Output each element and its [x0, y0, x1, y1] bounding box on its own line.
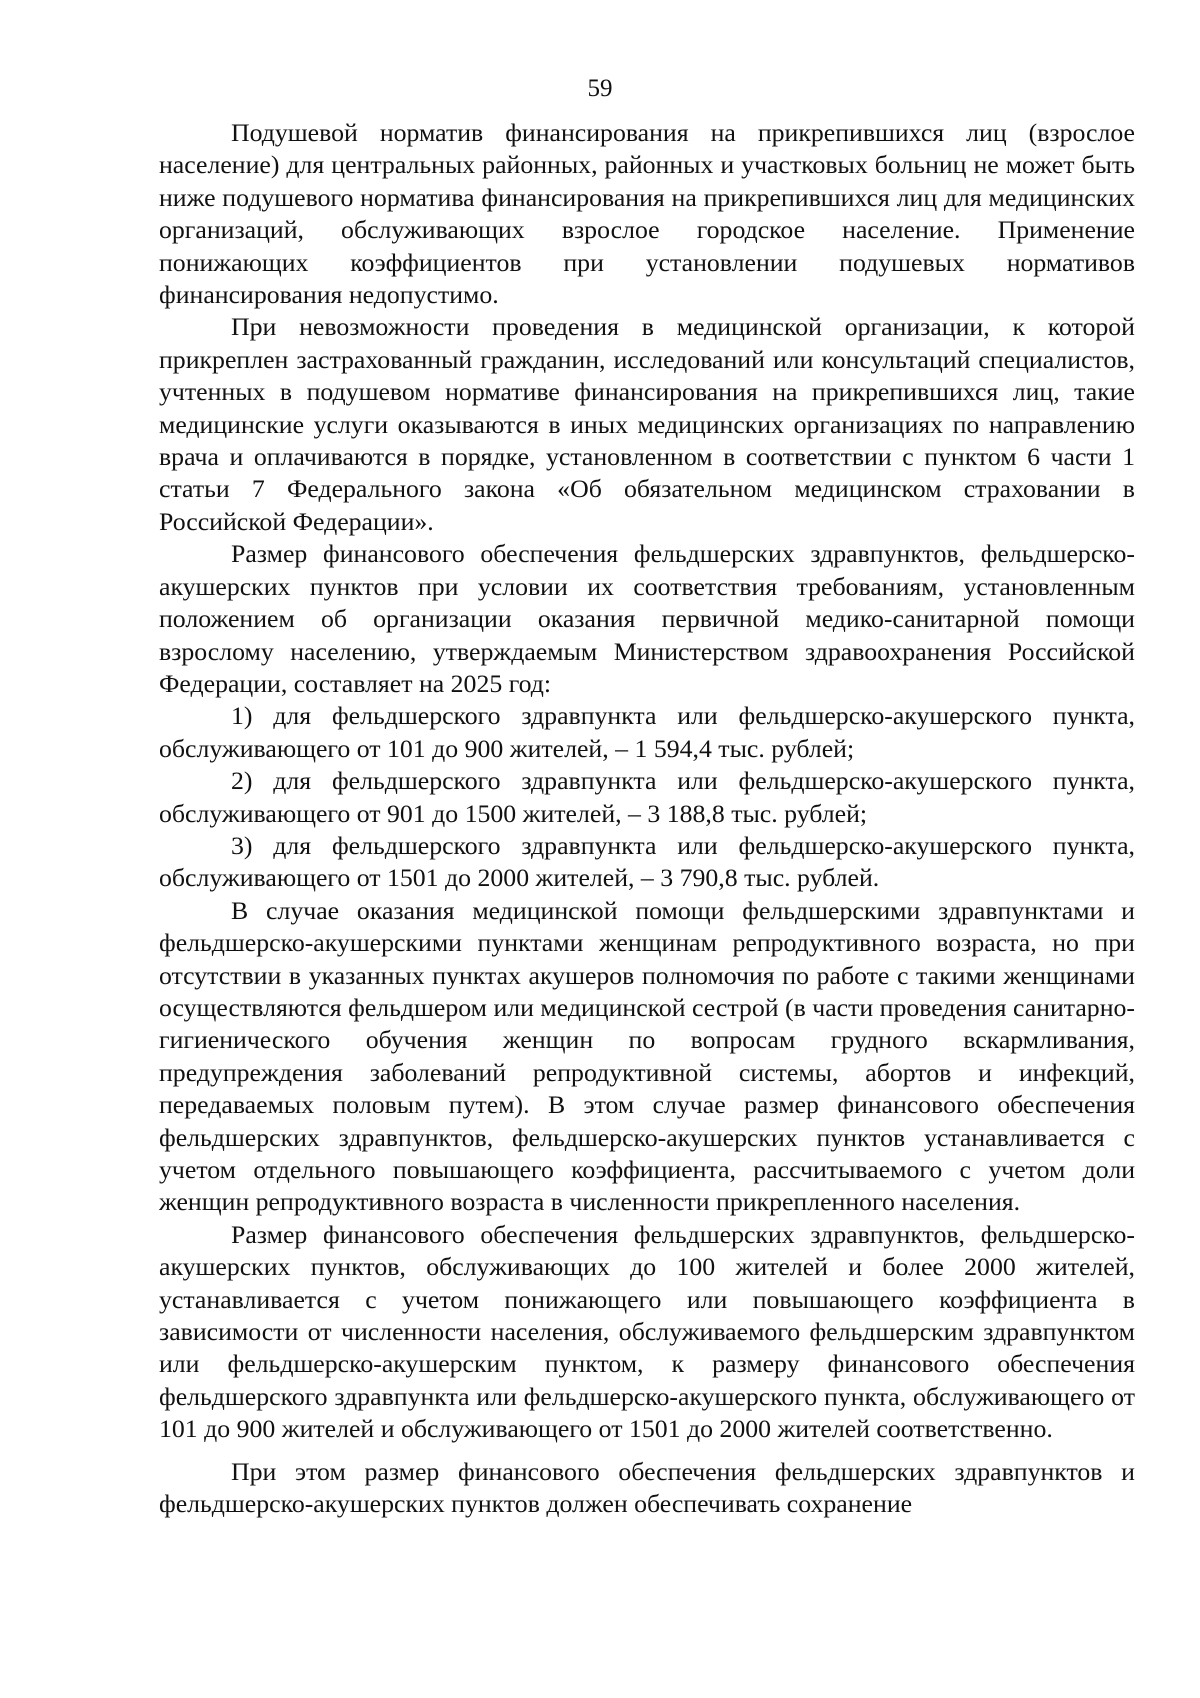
paragraph-per-capita-standard: Подушевой норматив финансирования на прикрепившихся лиц (взрослое население) для центральных районных, районных и участковых больниц не может быть ниже подушевого норматива финансирования на прикрепившихся лиц для медицинских организаций, обслуживающих взрослое городское население. Применение понижающих коэффициентов при установлении подушевых нормативов финансирования недопустимо.: [159, 118, 1135, 310]
list-item-1: 1) для фельдшерского здравпункта или фельдшерско-акушерского пункта, обслуживающего от 101 до 900 жителей, – 1 594,4 тыс. рублей;: [159, 701, 1135, 763]
paragraph-funding-size: Размер финансового обеспечения фельдшерских здравпунктов, фельдшерско-акушерских пунктов при условии их соответствия требованиям, установленным положением об организации оказания первичной медико-санитарной помощи взрослому населению, утверждаемым Министерством здравоохранения Российской Федерации, составляет на 2025 год:: [159, 539, 1135, 698]
list-item-2: 2) для фельдшерского здравпункта или фельдшерско-акушерского пункта, обслуживающего от 901 до 1500 жителей, – 3 188,8 тыс. рублей;: [159, 766, 1135, 828]
paragraph-preservation: При этом размер финансового обеспечения фельдшерских здравпунктов и фельдшерско-акушерских пунктов должен обеспечивать сохранение: [159, 1456, 1135, 1519]
list-item-3: 3) для фельдшерского здравпункта или фельдшерско-акушерского пункта, обслуживающего от 1501 до 2000 жителей, – 3 790,8 тыс. рублей.: [159, 830, 1135, 893]
paragraph-other-organizations: При невозможности проведения в медицинской организации, к которой прикреплен застрахованный гражданин, исследований или консультаций специалистов, учтенных в подушевом нормативе финансирования на прикрепившихся лиц, такие медицинские услуги оказываются в иных медицинских организациях по направлению врача и оплачиваются в порядке, установленном в соответствии с пунктом 6 части 1 статьи 7 Федерального закона «Об обязательном медицинском страховании в Российской Федерации».: [159, 312, 1135, 536]
page-number: 59: [587, 75, 613, 102]
document-body: [159, 117, 1135, 1520]
paragraph-coefficients: Размер финансового обеспечения фельдшерских здравпунктов, фельдшерско-акушерских пунктов, обслуживающих до 100 жителей и более 2000 жителей, устанавливается с учетом понижающего или повышающего коэффициента в зависимости от численности населения, обслуживаемого фельдшерским здравпунктом или фельдшерско-акушерским пунктом, к размеру финансового обеспечения фельдшерского здравпункта или фельдшерско-акушерского пункта, обслуживающего от 101 до 900 жителей и обслуживающего от 1501 до 2000 жителей соответственно.: [159, 1219, 1135, 1444]
paragraph-reproductive-age: В случае оказания медицинской помощи фельдшерскими здравпунктами и фельдшерско-акушерскими пунктами женщинам репродуктивного возраста, но при отсутствии в указанных пунктах акушеров полномочия по работе с такими женщинами осуществляются фельдшером или медицинской сестрой (в части проведения санитарно-гигиенического обучения женщин по вопросам грудного вскармливания, предупреждения заболеваний репродуктивной системы, абортов и инфекций, передаваемых половым путем). В этом случае размер финансового обеспечения фельдшерских здравпунктов, фельдшерско-акушерских пунктов устанавливается с учетом отдельного повышающего коэффициента, рассчитываемого с учетом доли женщин репродуктивного возраста в численности прикрепленного населения.: [159, 895, 1135, 1217]
